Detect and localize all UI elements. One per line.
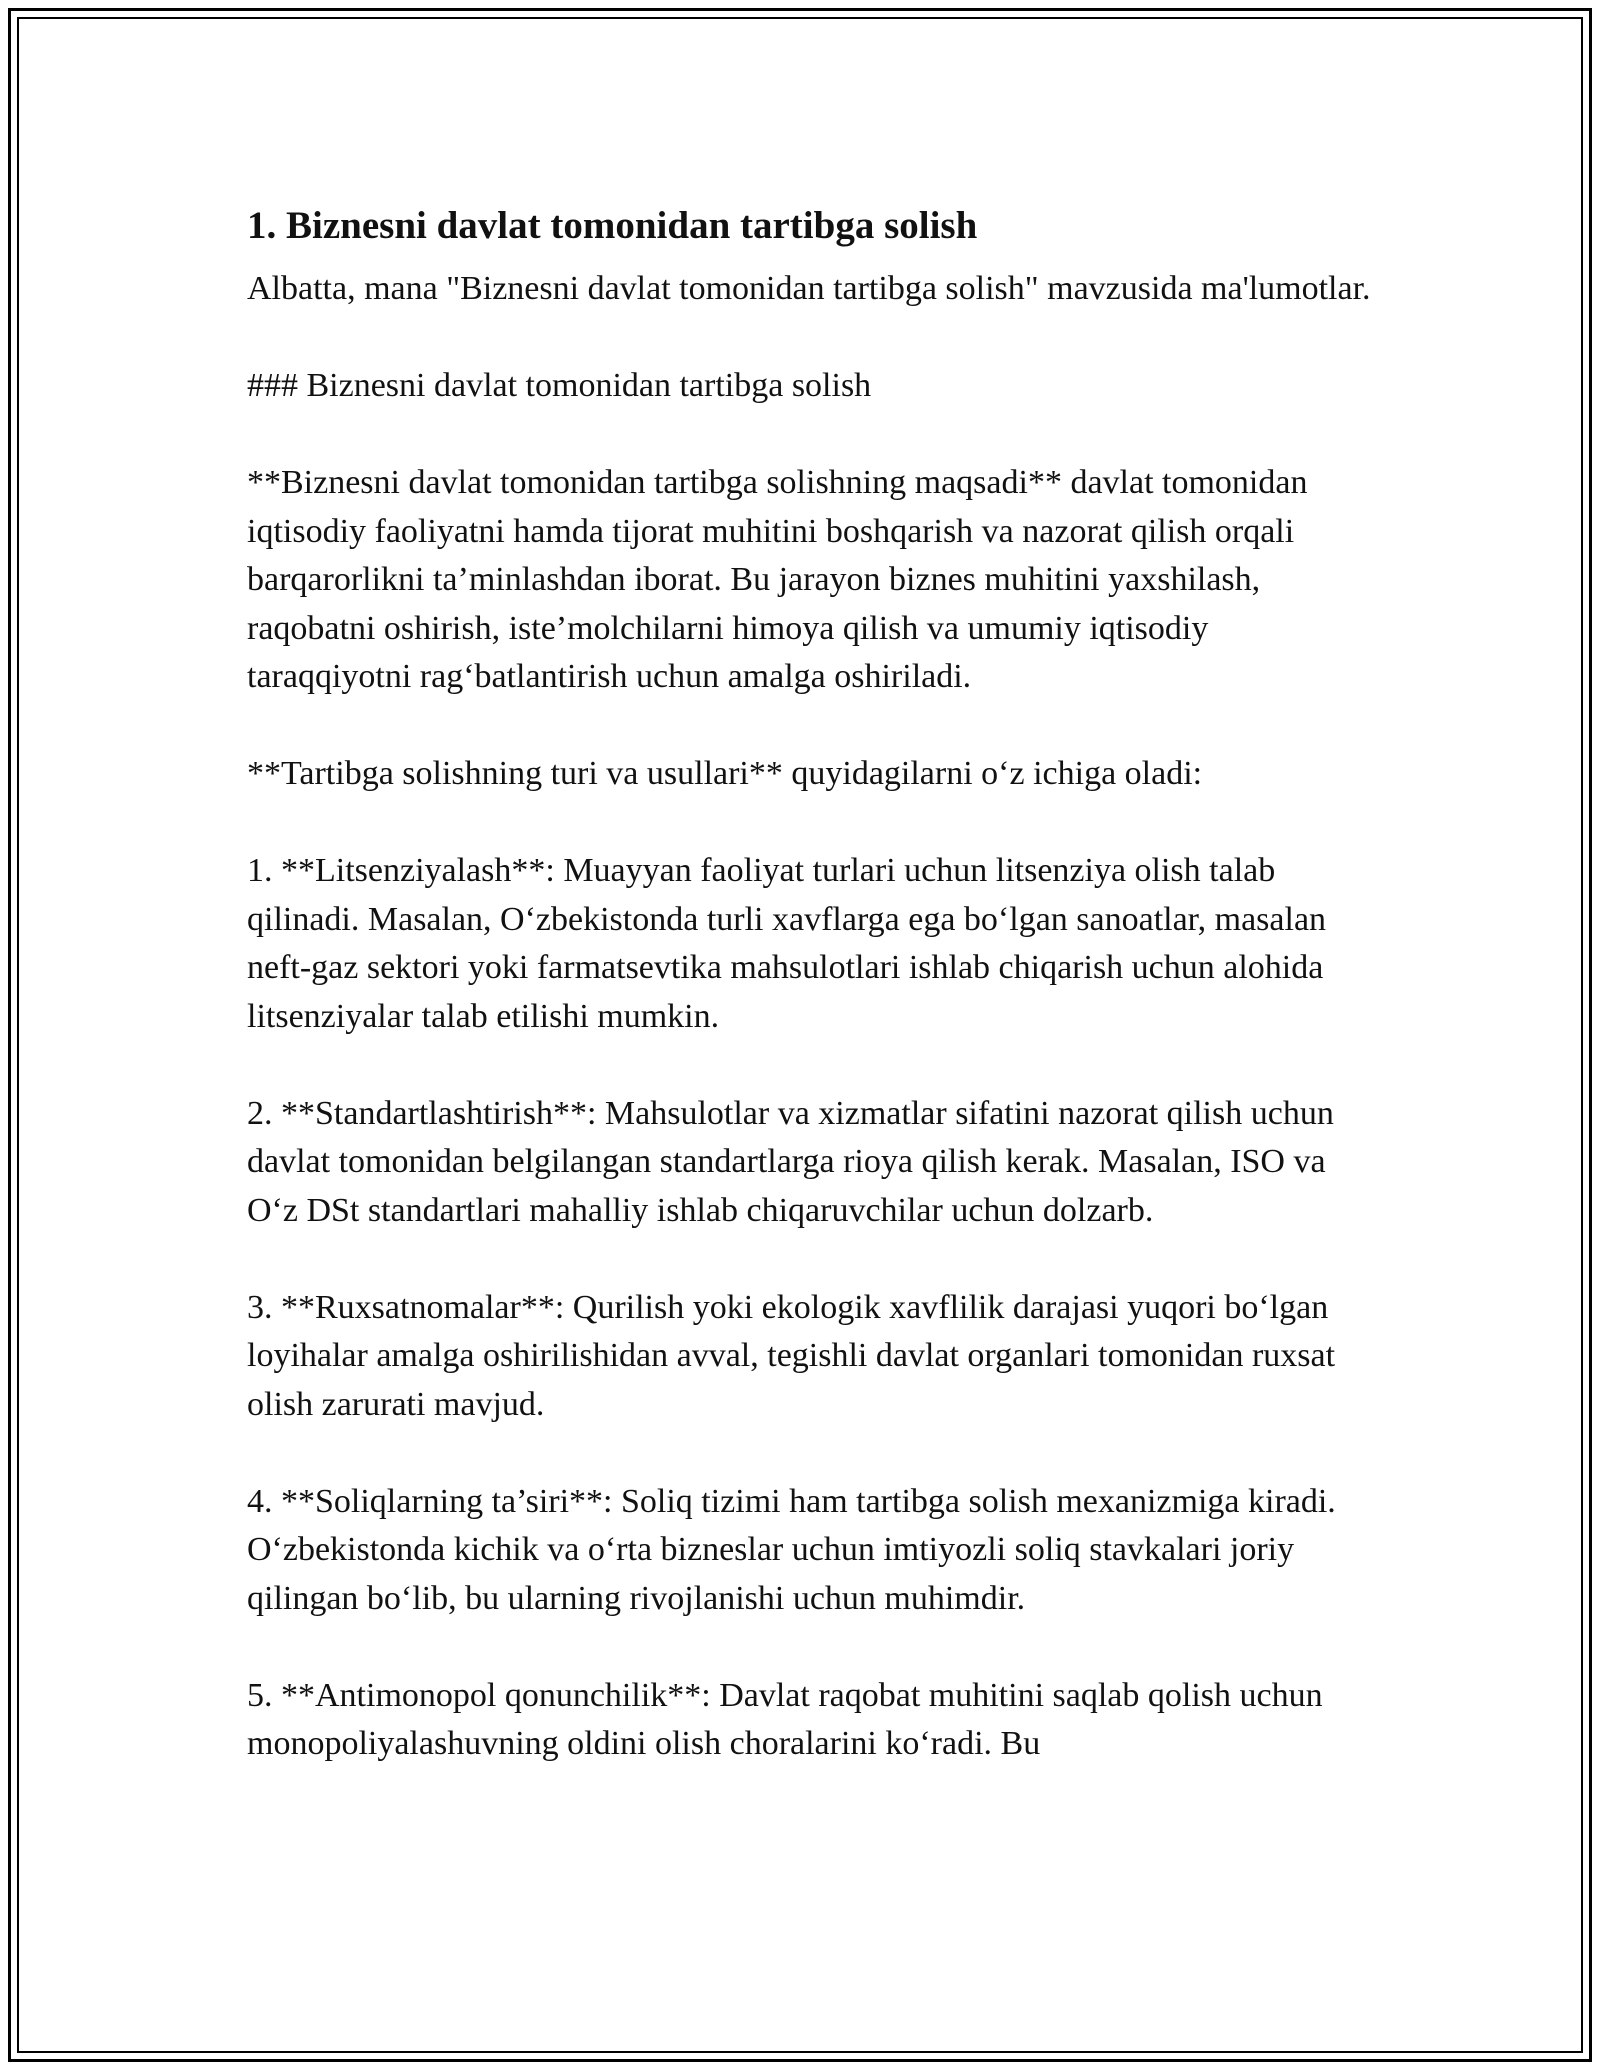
purpose-paragraph: **Biznesni davlat tomonidan tartibga solishning maqsadi** davlat tomonidan iqtisodiy faoliyatni hamda tijorat muhitini boshqarish va nazorat qilish orqali barqarorlikni ta’minlashdan iborat. Bu jarayon biznes muhitini yaxshilash, raqobatni oshirish, iste’molchilarni himoya qilish va umumiy iqtisodiy taraqqiyotni rag‘batlantirish uchun amalga oshiriladi. (247, 464, 1308, 695)
section-heading-paragraph: ### Biznesni davlat tomonidan tartibga solish (247, 367, 872, 404)
list-item-taxes: 4. **Soliqlarning ta’siri**: Soliq tizimi ham tartibga solish mexanizmiga kiradi. O‘zbekistonda kichik va o‘rta bizneslar uchun imtiyozli soliq stavkalari joriy qilingan bo‘lib, bu ularning rivojlanishi uchun muhimdir. (247, 1482, 1336, 1617)
list-item-standardization: 2. **Standartlashtirish**: Mahsulotlar va xizmatlar sifatini nazorat qilish uchun davlat tomonidan belgilangan standartlarga rioya qilish kerak. Masalan, ISO va O‘z DSt standartlari mahalliy ishlab chiqaruvchilar uchun dolzarb. (247, 1094, 1334, 1229)
document-body (247, 201, 1377, 1817)
intro-paragraph: Albatta, mana "Biznesni davlat tomonidan tartibga solish" mavzusida ma'lumotlar. (247, 270, 1371, 307)
list-item-antimonopoly: 5. **Antimonopol qonunchilik**: Davlat raqobat muhitini saqlab qolish uchun monopoliyalashuvning oldini olish choralarini ko‘radi. Bu (247, 1676, 1323, 1762)
document-title: 1. Biznesni davlat tomonidan tartibga solish (247, 204, 978, 247)
list-item-permits: 3. **Ruxsatnomalar**: Qurilish yoki ekologik xavflilik darajasi yuqori bo‘lgan loyihalar amalga oshirilishidan avval, tegishli davlat organlari tomonidan ruxsat olish zarurati mavjud. (247, 1288, 1336, 1423)
types-intro-paragraph: **Tartibga solishning turi va usullari** quyidagilarni o‘z ichiga oladi: (247, 755, 1203, 792)
page-frame (8, 8, 1592, 2062)
list-item-licensing: 1. **Litsenziyalash**: Muayyan faoliyat turlari uchun litsenziya olish talab qilinadi. Masalan, O‘zbekistonda turli xavflarga ega bo‘lgan sanoatlar, masalan neft-gaz sektori yoki farmatsevtika mahsulotlari ishlab chiqarish uchun alohida litsenziyalar talab etilishi mumkin. (247, 852, 1327, 1035)
